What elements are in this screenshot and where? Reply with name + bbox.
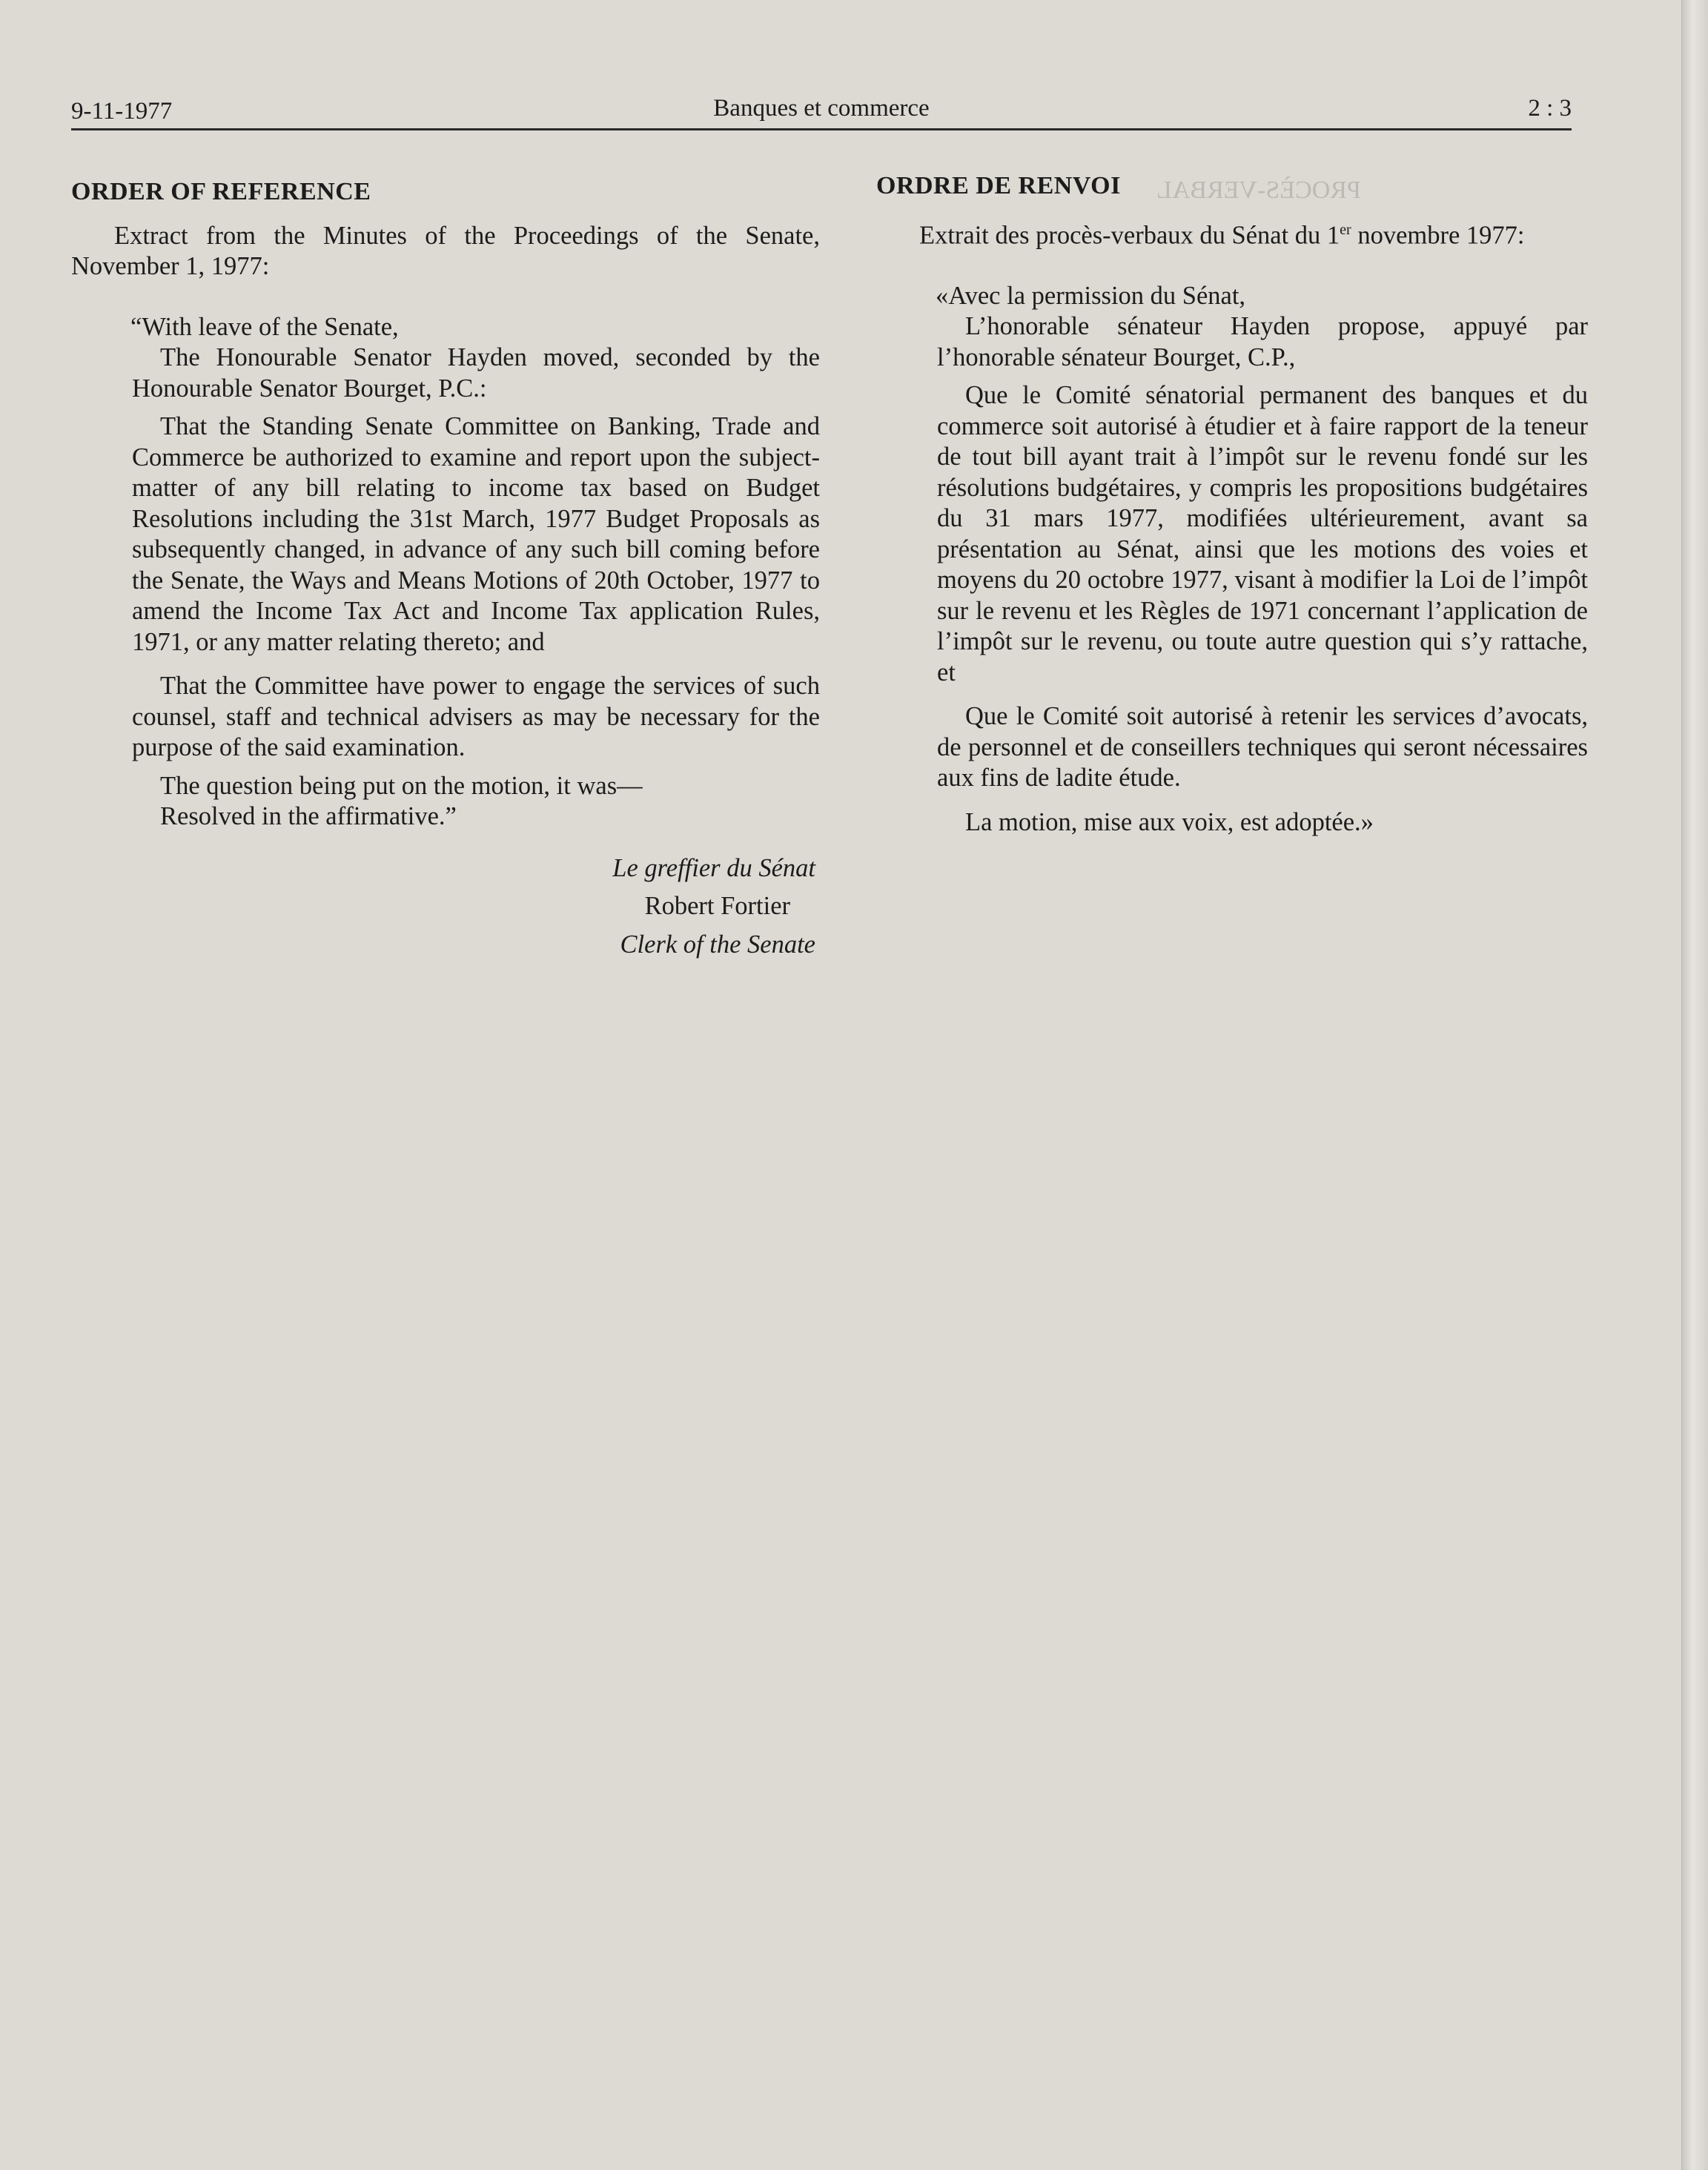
signature-name: Robert Fortier (644, 892, 790, 920)
quote-leave-en: “With leave of the Senate, (130, 312, 399, 341)
signature-title-fr: Le greffier du Sénat (612, 853, 815, 882)
quote-leave-fr: «Avec la permission du Sénat, (936, 281, 1246, 310)
quote-resolved-en: Resolved in the affirmative.” (160, 802, 457, 830)
page-edge (1681, 0, 1708, 2170)
section-heading-fr: ORDRE DE RENVOI (876, 172, 1121, 199)
quote-that2-en: That the Committee have power to engage the services of such counsel, staff and technical advisers as may be necessary for the purpose of the said examination. (132, 672, 820, 761)
quote-question-en: The question being put on the motion, it was— (160, 771, 643, 800)
show-through-text: PROCÈS-VERBAL (1156, 176, 1361, 204)
quote-adopted-fr: La motion, mise aux voix, est adoptée.» (965, 807, 1374, 836)
signature-title-en: Clerk of the Senate (620, 930, 815, 959)
header-title: Banques et commerce (713, 95, 930, 122)
header-date: 9-11-1977 (71, 98, 173, 125)
intro-en: Extract from the Minutes of the Proceedings of the Senate, November 1, 1977: (71, 221, 820, 280)
quote-que1-fr: Que le Comité sénatorial permanent des banques et du commerce soit autorisé à étudier et à faire rapport de la teneur de tout bill ayant trait à l’impôt sur le revenu fondé sur les résolutions budgétaires, y compris les propositions budgétaires du 31 mars 1977, modifiées ultérieurement, avant sa présentation au Sénat, ainsi que les motions des voies et moyens du 20 octobre 1977, visant à modifier la Loi de l’impôt sur le revenu et les Règles de 1971 concernant l’application de l’impôt sur le revenu, ou toute autre question qui s’y rattache, et (937, 381, 1588, 687)
quote-que2-fr: Que le Comité soit autorisé à retenir les services d’avocats, de personnel et de conseillers techniques qui seront nécessaires aux fins de ladite étude. (937, 702, 1588, 792)
header-rule (71, 128, 1572, 130)
quote-that1-en: That the Standing Senate Committee on Banking, Trade and Commerce be authorized to examine and report upon the subject-matter of any bill relating to income tax based on Budget Resolutions including the 31st March, 1977 Budget Proposals as subsequently changed, in advance of any such bill coming before the Senate, the Ways and Means Motions of 20th October, 1977 to amend the Income Tax Act and Income Tax application Rules, 1971, or any matter relating thereto; and (132, 412, 820, 656)
page-header (71, 95, 1572, 130)
quote-moved-en: The Honourable Senator Hayden moved, seconded by the Honourable Senator Bourget, P.C.: (132, 343, 820, 403)
page-number: 2 : 3 (1528, 95, 1572, 122)
ordre-de-renvoi-column (876, 171, 1588, 838)
intro-fr: Extrait des procès-verbaux du Sénat du 1er novembre 1977: (919, 221, 1525, 249)
section-heading-en: ORDER OF REFERENCE (71, 178, 371, 205)
order-of-reference-column (71, 176, 820, 960)
quote-moved-fr: L’honorable sénateur Hayden propose, appuyé par l’honorable sénateur Bourget, C.P., (937, 312, 1588, 371)
